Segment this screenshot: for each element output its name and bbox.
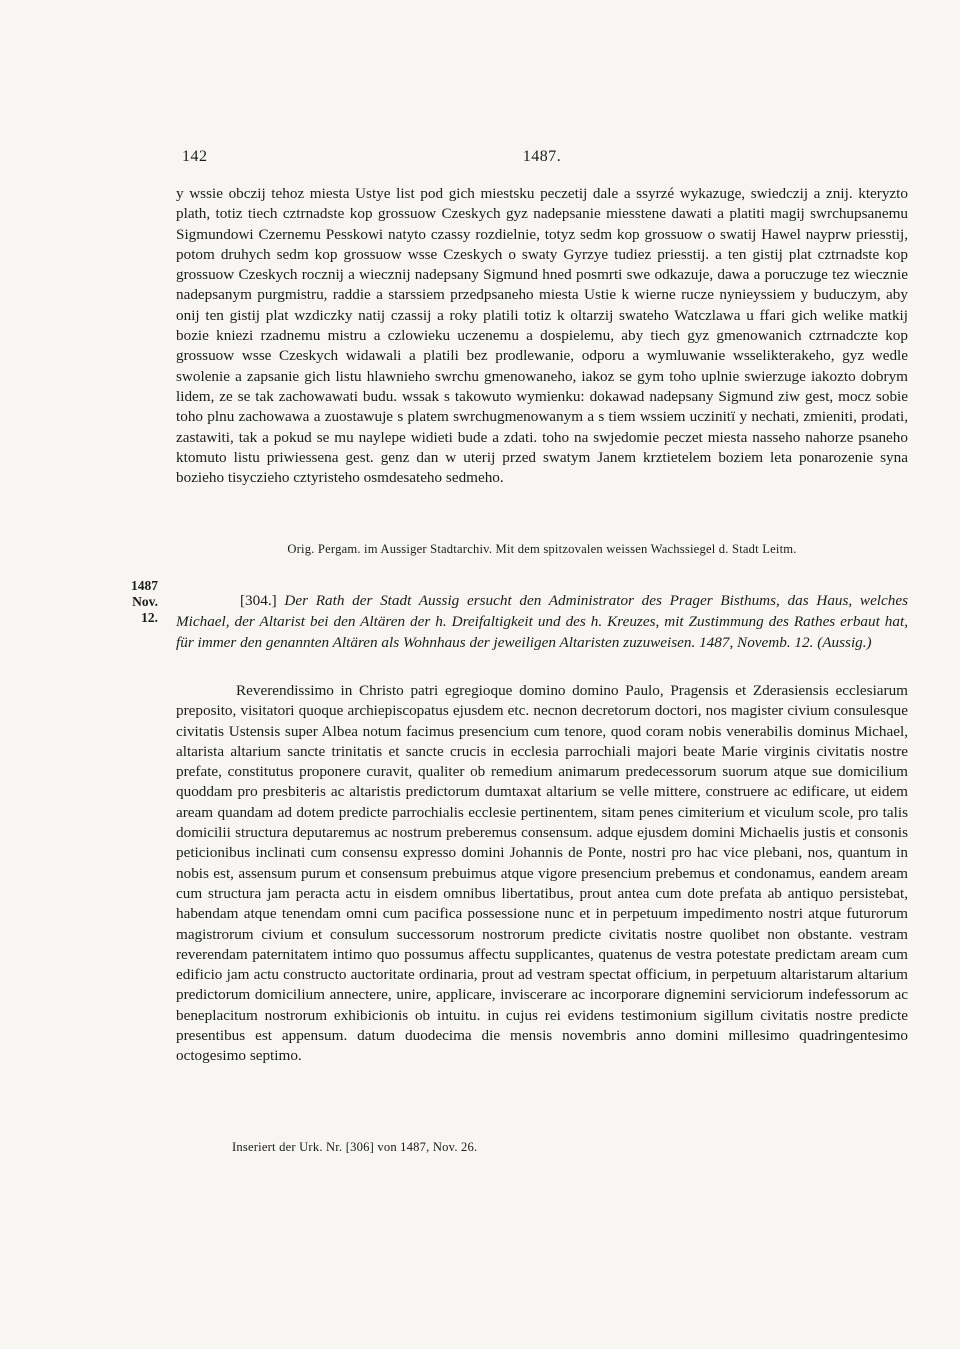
- running-year: 1487.: [522, 148, 562, 165]
- czech-paragraph: y wssie obczij tehoz miesta Ustye list pod gich miestsku peczetij dale a ssyrzé wykazuge, swiedczij a znij. kteryzto plath, totiz tiech cztrnadste kop grossuow Czeskych gyz nadepsanie miesstene dawati a platiti magij swrchupsanemu Sigmundowi Czernemu Pesskowi natyto czassy rozdielnie, totyz sedm kop grossuow o swatij Hawel nayprw priesstij, potom druhych sedm kop grossuow wsse Czeskych o swaty Gyrzye tudiez priesstij. a ten gistij plat cztrnadste kop grossuow Czeskych rocznij a wiecznij nadepsany Sigmund hned posmrti swe odkazuje, dawa a poruczuge tez wiecznie nadepsanym purgmistru, raddie a starssiem przedpsaneho miesta Ustie k wierne rucze nynieyssiem y buduczym, aby onij ten gistij plat wzdiczky natij czassij a roky platili totiz k oltarzij swateho Watczlawa u ffari gich welike matkij bozie kniezi rzadnemu mistru a czlowieku uczenemu a dospielemu, aby tiech gyz gmenowanich cztrnadczte kop grossuow wsse Czeskych widawali a platili bez prodlewanie, odporu a wymluwanie wsselikterakeho, gyz wedle swolenie a zapsanie gich listu hlawnieho swrchu gmenowaneho, iakoz se gym toho uplnie swierzuge iakozto dobrym lidem, ze se tak zachowawati budu. wssak s takowuto wymienku: dokawad nadepsany Sigmund ziw gest, mocz sobie toho plnu zachowawa a zuostawuje s platem swrchugmenowanym a s tiem wssiem uczinitï y nechati, zmieniti, prodati, zastawiti, tak a pokud se mu naylepe widieti bude a zdati. toho na swjedomie peczet miesta nasseho nahorze psaneho ktomuto listu priwiessena gest. genz dan w uterij przed swatym Janem krztietelem boziem leta ponarozenie syna bozieho tisyczieho cztyristeho osmdesateho sedmeho.: [176, 185, 908, 487]
- margin-day: Nov. 12.: [132, 594, 158, 625]
- regest-text: Der Rath der Stadt Aussig ersucht den Administrator des Prager Bisthums, das Haus, welches Michael, der Altarist bei den Altären der h. Dreifaltigkeit und des h. Kreuzes, mit Zustimmung des Rathes erbaut hat, für immer den genannten Altären als Wohnhaus der jeweiligen Altaristen zuzuweisen. 1487, Novemb. 12. (Aussig.): [176, 592, 909, 651]
- czech-charter-text: [176, 184, 908, 488]
- regest: [176, 590, 908, 653]
- latin-charter-text: [176, 681, 908, 1067]
- margin-date: [118, 578, 158, 626]
- page-number: 142: [182, 148, 208, 165]
- document-number: [304.]: [240, 592, 277, 609]
- source-note: Orig. Pergam. im Aussiger Stadtarchiv. Mit dem spitzovalen weissen Wachssiegel d. Stadt Leitm.: [287, 542, 797, 556]
- latin-paragraph: Reverendissimo in Christo patri egregioque domino domino Paulo, Pragensis et Zderasiensis ecclesiarum preposito, visitatori quoque archiepiscopatus ejusdem etc. necnon decretorum doctori, nos magister civium consulesque civitatis Ustensis super Albea notum facimus presencium cum tenore, quod coram nobis venerabilis dominus Michael, altarista altarium sancte trinitatis et sancte crucis in ecclesia parrochiali majori beate Marie virginis civitatis nostre prefate, constitutus proponere curavit, qualiter ob remedium animarum predecessorum suorum atque sue domicilium quoddam pro presbiteris ac altaristis predictorum dumtaxat altarium se velle mittere, construere ac edificare, ut eidem aream quandam ad dotem predicte parrochialis ecclesie pertinentem, sitam penes cimiterium et viculum scole, pro talis domicilii structura deputaremus ac nostrum preberemus consensum. adque ejusdem domini Michaelis justis et consonis peticionibus inclinati cum consensu expresso domini Johannis de Ponte, nostri pro hac vice plebani, nos, quantum in nobis est, assensum purum et consensum prebuimus atque vigore presencium prebemus et condonamus, eandem aream cum structura jam peracta actu in eisdem omnibus libertatibus, prout antea cum dote prefata ab antiquo persistebat, habendam atque tenendam omni cum pacifica possessione nunc et in perpetuum impedimento nostri atque futurorum magistrorum civium et consulum successorum nostrorum predicte civitatis nostre quolibet non obstante. vestram reverendam paternitatem intimo quo possumus affectu supplicantes, quatenus de vestra potestate predictam aream cum edificio jam actu constructo auctoritate ordinaria, prout ad vestram spectat officium, in perpetuum altaristarum altarium predictorum domicilium annectere, unire, applicare, inviscerare ac incorporare dignemini serviciorum indefessorum ac beneplacitum nostrorum exhibicionis ob intuitu. in cujus rei evidens testimonium sigillum civitatis nostre predicte presentibus est appensum. datum duodecima die mensis novembris anno domini millesimo quadringentesimo octogesimo septimo.: [176, 682, 908, 1065]
- margin-year: 1487: [131, 578, 158, 593]
- insert-note: Inseriert der Urk. Nr. [306] von 1487, Nov. 26.: [232, 1140, 478, 1154]
